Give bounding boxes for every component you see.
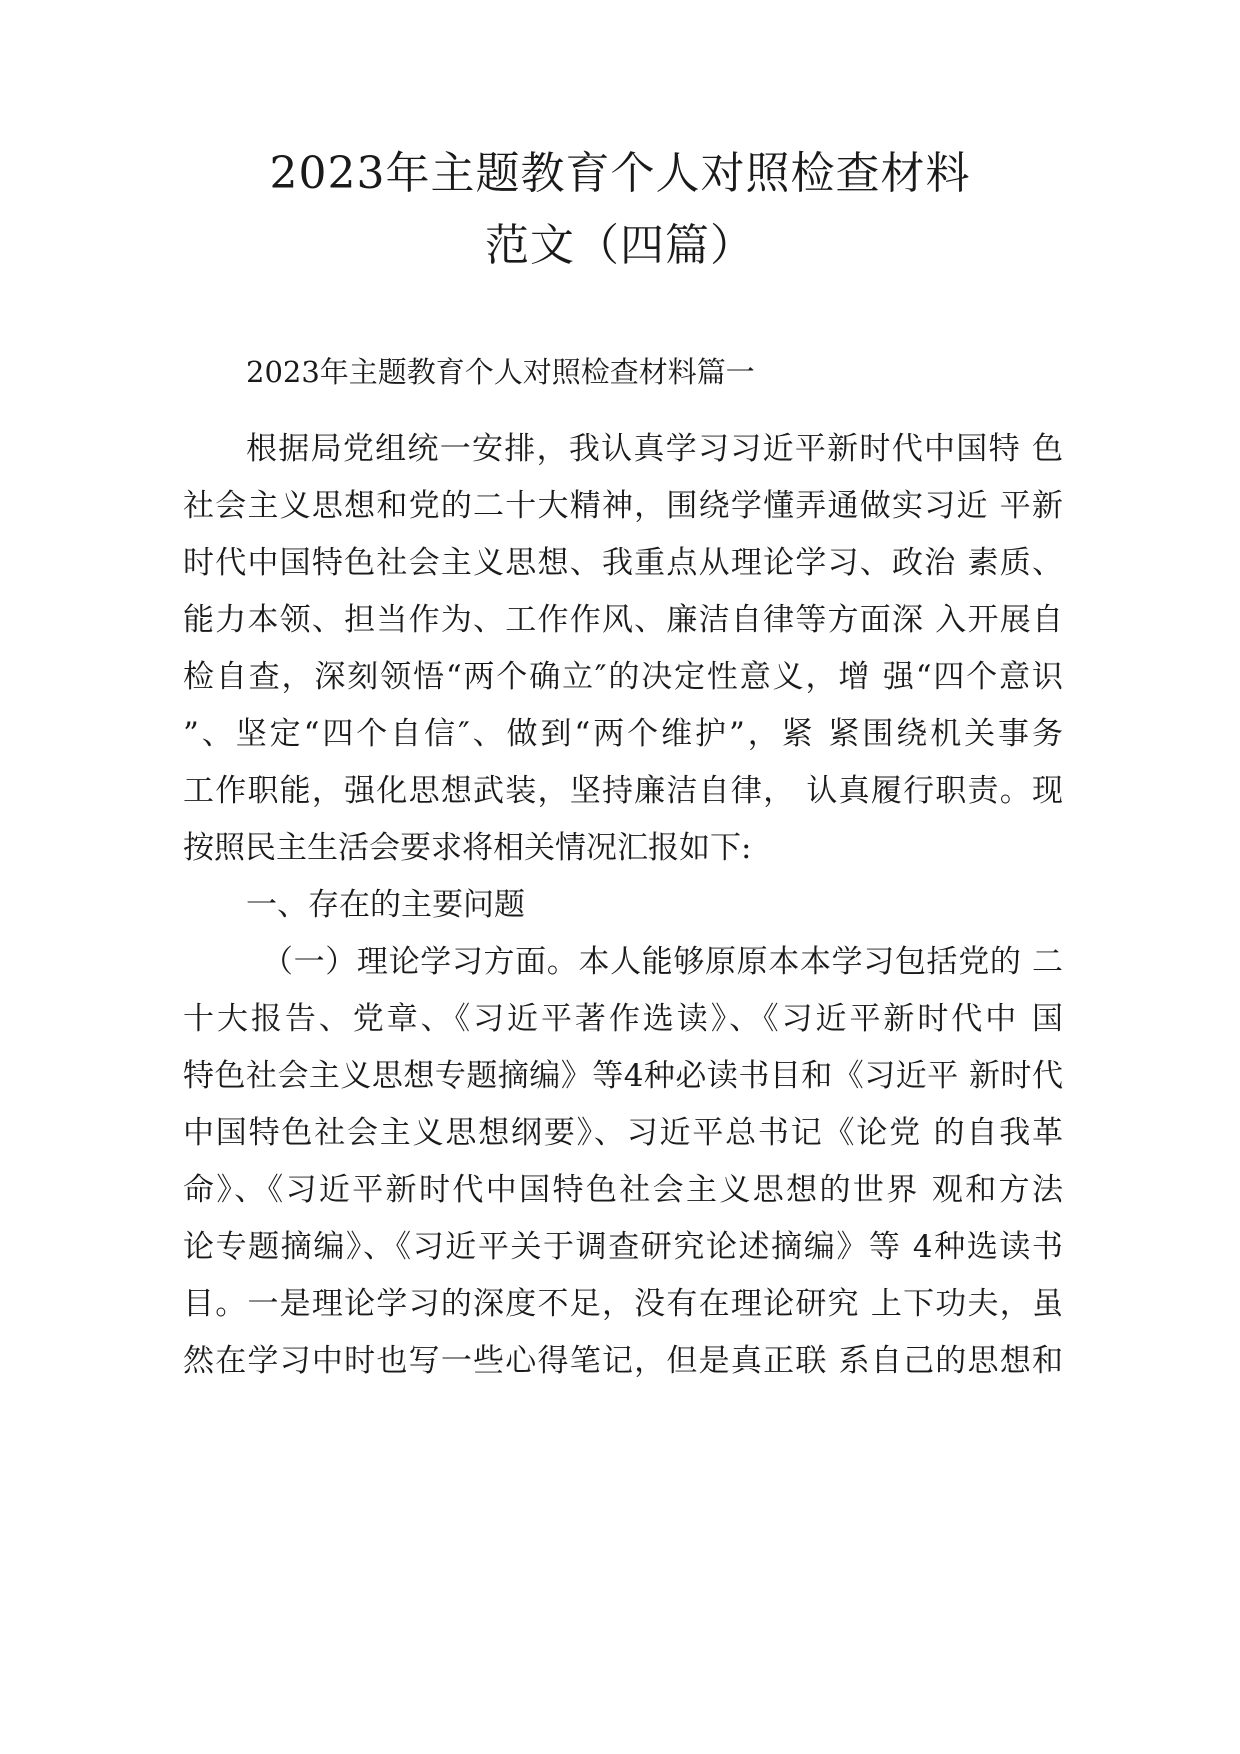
body-line-3: 时代中国特色社会主义思想、我重点从理论学习、政治 素质、 (183, 545, 1063, 581)
body-line-6: ”、坚定“四个自信″、做到“两个维护”，紧 紧围绕机关事务 (183, 716, 1063, 752)
body-line-5: 检自查，深刻领悟“两个确立″的决定性意义，增 强“四个意识 (183, 659, 1063, 695)
body-line-13: 中国特色社会主义思想纲要》、习近平总书记《论党 的自我革 (183, 1115, 1063, 1151)
body-line-10: （一）理论学习方面。本人能够原原本本学习包括党的 二 (262, 944, 1063, 980)
section-title: 2023年主题教育个人对照检查材料篇一 (246, 355, 755, 389)
body-line-16: 目。一是理论学习的深度不足，没有在理论研究 上下功夫，虽 (183, 1286, 1063, 1322)
document-title-line-2: 范文（四篇） (485, 220, 755, 271)
document-title-line-1: 2023年主题教育个人对照检查材料 (269, 148, 971, 199)
body-line-2: 社会主义思想和党的二十大精神，围绕学懂弄通做实习近 平新 (183, 488, 1063, 524)
body-line-11: 十大报告、党章、《习近平著作选读》、《习近平新时代中 国 (183, 1001, 1063, 1037)
body-line-8: 按照民主生活会要求将相关情况汇报如下: (183, 830, 752, 866)
body-line-1: 根据局党组统一安排，我认真学习习近平新时代中国特 色 (246, 431, 1063, 467)
body-line-15: 论专题摘编》、《习近平关于调查研究论述摘编》等 4种选读书 (183, 1229, 1063, 1265)
body-line-14: 命》、《习近平新时代中国特色社会主义思想的世界 观和方法 (183, 1172, 1063, 1208)
body-line-12: 特色社会主义思想专题摘编》等4种必读书目和《习近平 新时代 (183, 1058, 1063, 1094)
body-line-17: 然在学习中时也写一些心得笔记，但是真正联 系自己的思想和 (183, 1343, 1063, 1379)
body-line-4: 能力本领、担当作为、工作作风、廉洁自律等方面深 入开展自 (183, 602, 1063, 638)
section-heading-1: 一、存在的主要问题 (246, 887, 525, 923)
body-line-7: 工作职能，强化思想武装，坚持廉洁自律， 认真履行职责。现 (183, 773, 1063, 809)
